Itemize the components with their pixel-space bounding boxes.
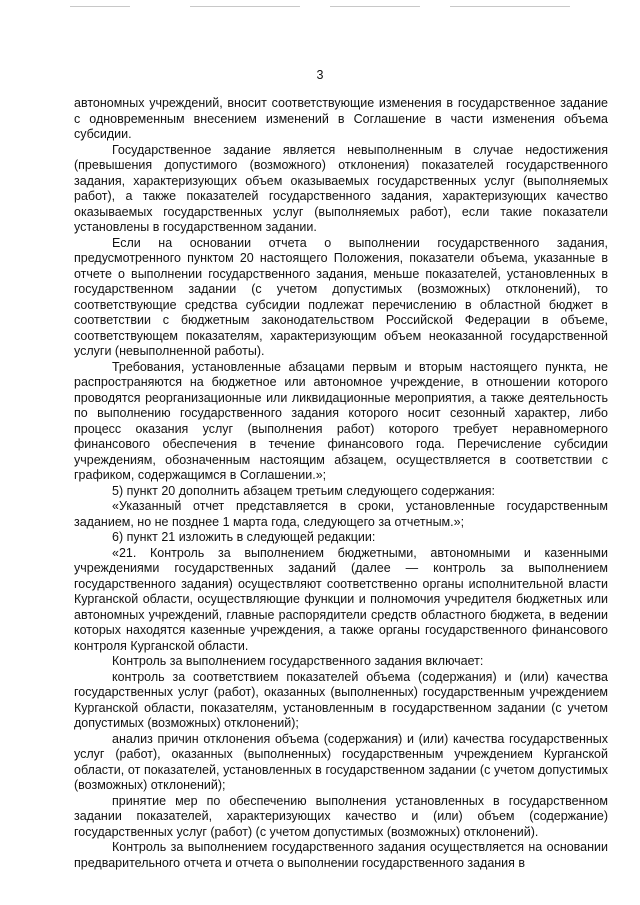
- paragraph: 6) пункт 21 изложить в следующей редакции:: [112, 530, 376, 544]
- page-number: 3: [316, 68, 324, 82]
- document-body: [74, 96, 608, 871]
- paragraph: Контроль за выполнением государственного задания включает:: [112, 654, 484, 668]
- paragraph: контроль за соответствием показателей объема (содержания) и (или) качества государственных услуг (работ), оказанных (выполненных) государственным учреждением Курганской области, показателям, установленным в государственном задании (с учетом допустимых (возможных) отклонений);: [74, 669, 608, 730]
- paragraph: Требования, установленные абзацами первым и вторым настоящего пункта, не распространяются на бюджетное или автономное учреждение, в отношении которого проводятся реорганизационные или ликвидационные мероприятия, а также деятельность по выполнению государственного задания которого носит сезонный характер, либо процесс оказания услуг (выполнения работ) которого требует неравномерного финансового обеспечения в течение финансового года. Перечисление субсидии учреждениям, обозначенным настоящим абзацем, осуществляется в соответствии с графиком, содержащимся в Соглашении.»;: [74, 359, 608, 482]
- scan-artifact: [190, 6, 300, 7]
- paragraph: автономных учреждений, вносит соответствующие изменения в государственное задание с одновременным внесением изменений в Соглашение в части изменения объема субсидии.: [74, 96, 608, 141]
- paragraph: 5) пункт 20 дополнить абзацем третьим следующего содержания:: [112, 483, 495, 498]
- paragraph: Контроль за выполнением государственного задания осуществляется на основании предварительного отчета и отчета о выполнении государственного задания в: [74, 840, 608, 870]
- paragraph: Государственное задание является невыполненным в случае недостижения (превышения допустимого (возможного) отклонения) показателей государственного задания, характеризующих объем оказываемых государственных услуг (выполняемых работ), а также показателей государственного задания, характеризующих качество оказываемых государственных услуг (выполняемых работ), если такие показатели установлены в государственном задании.: [74, 142, 608, 234]
- scan-artifact: [70, 6, 130, 7]
- scan-artifact: [450, 6, 570, 7]
- paragraph: «Указанный отчет представляется в сроки, установленные государственным заданием, но не позднее 1 марта года, следующего за отчетным.»;: [74, 499, 608, 529]
- paragraph: анализ причин отклонения объема (содержания) и (или) качества государственных услуг (работ), оказанных (выполненных) государственным учреждением Курганской области, от показателей, установленных в государственном задании (с учетом допустимых (возможных) отклонений);: [74, 731, 608, 792]
- paragraph: Если на основании отчета о выполнении государственного задания, предусмотренного пунктом 20 настоящего Положения, показатели объема, указанные в отчете о выполнении государственного задания, меньше показателей, установленных в государственном задании (с учетом допустимых (возможных) отклонений), то соответствующие средства субсидии подлежат перечислению в областной бюджет в соответствии с бюджетным законодательством Российской Федерации в объеме, соответствующем показателям, характеризующим объем неоказанной государственной услуги (невыполненной работы).: [74, 235, 608, 358]
- scan-artifact: [330, 6, 420, 7]
- paragraph: «21. Контроль за выполнением бюджетными, автономными и казенными учреждениями государственных заданий (далее — контроль за выполнением государственного задания) осуществляют соответственно органы исполнительной власти Курганской области, осуществляющие функции и полномочия учредителя бюджетных или автономных учреждений, главные распорядители средств областного бюджета, в ведении которых находятся казенные учреждения, а также органы государственного финансового контроля Курганской области.: [74, 545, 608, 653]
- paragraph: принятие мер по обеспечению выполнения установленных в государственном задании показателей, характеризующих качество и (или) объем (содержание) государственных услуг (работ) (с учетом допустимых (возможных) отклонений).: [74, 793, 608, 839]
